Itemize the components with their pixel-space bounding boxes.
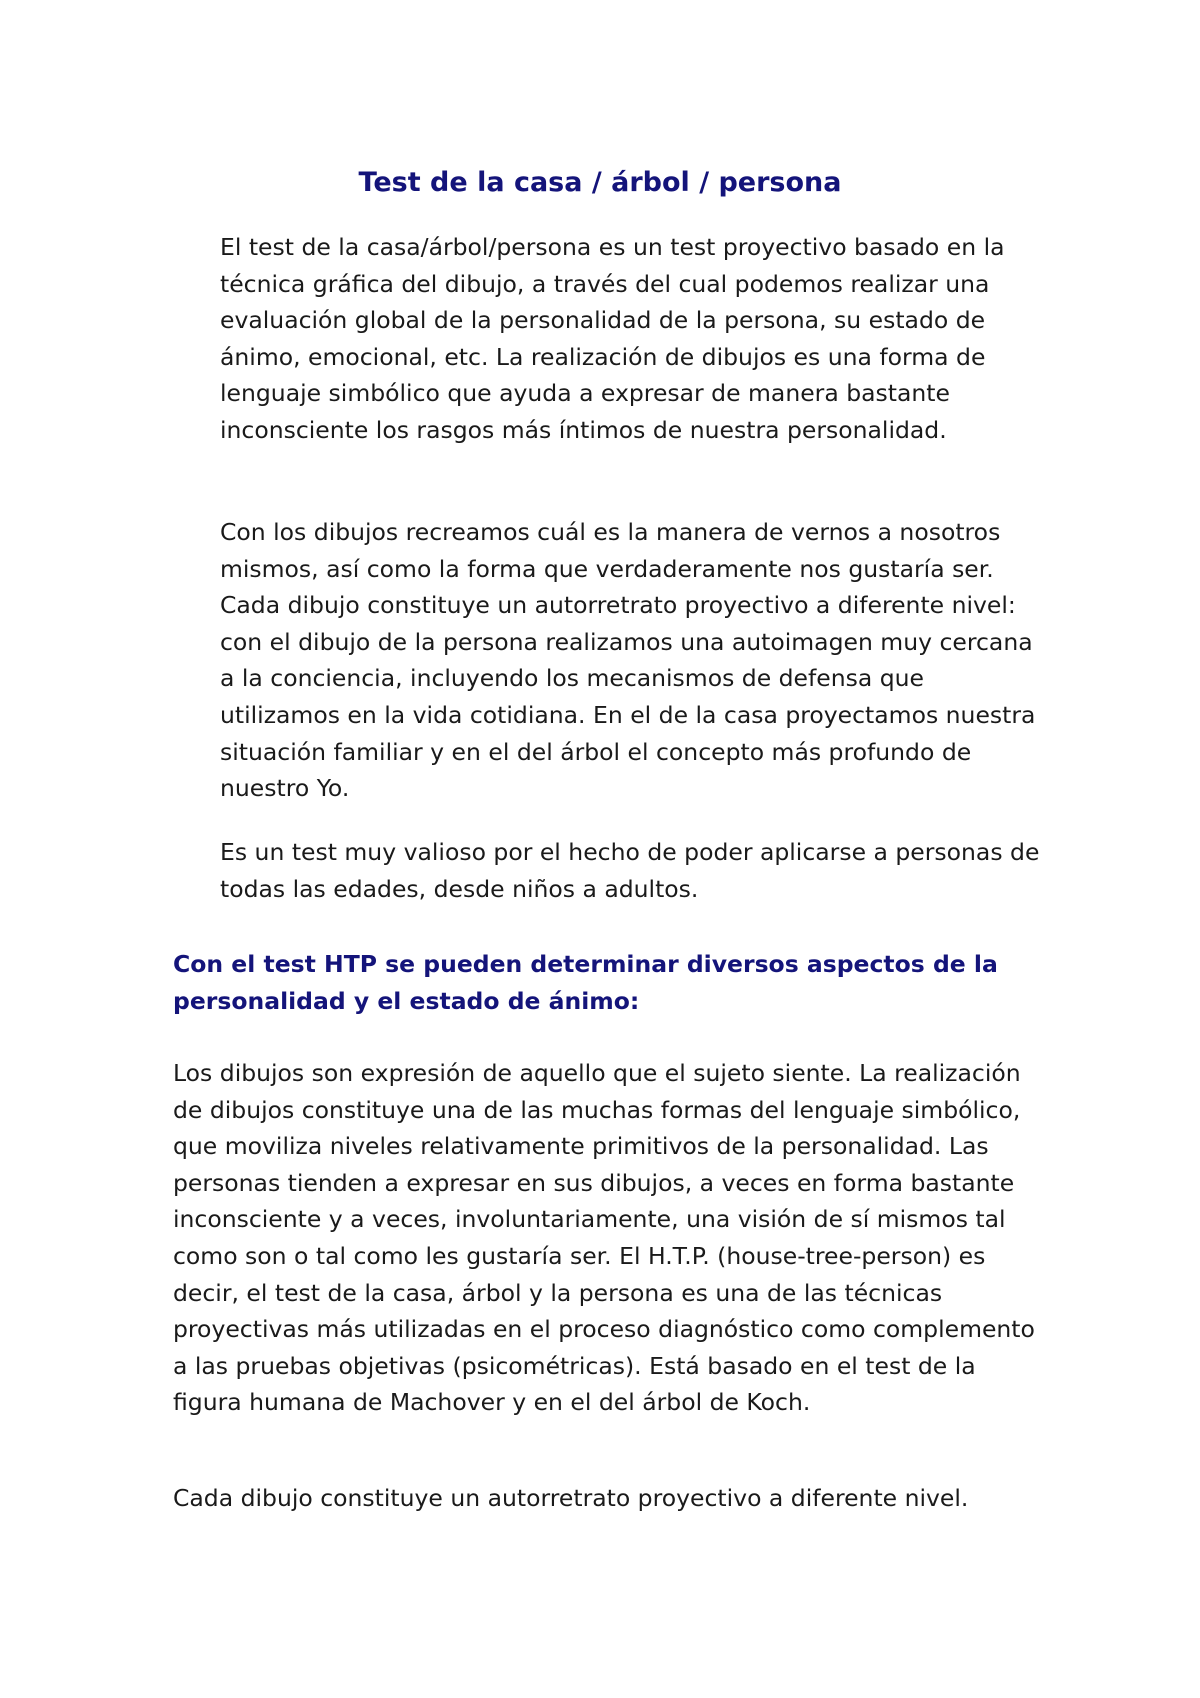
ages-paragraph: Es un test muy valioso por el hecho de poder aplicarse a personas de todas las edades, desde niños a adultos. xyxy=(220,838,1040,903)
intro-paragraph: El test de la casa/árbol/persona es un test proyectivo basado en la técnica gráfica del dibujo, a través del cual podemos realizar una evaluación global de la personalidad de la persona, su estado de ánimo, emocional, etc. La realización de dibujos es una forma de lenguaje simbólico que ayuda a expresar de manera bastante inconsciente los rasgos más íntimos de nuestra personalidad. xyxy=(220,233,1005,444)
expression-paragraph: Los dibujos son expresión de aquello que el sujeto siente. La realización de dibujos constituye una de las muchas formas del lenguaje simbólico, que moviliza niveles relativamente primitivos de la personalidad. Las personas tienden a expresar en sus dibujos, a veces en forma bastante inconsciente y a veces, involuntariamente, una visión de sí mismos tal como son o tal como les gustaría ser. El H.T.P. (house-tree-person) es decir, el test de la casa, árbol y la persona es una de las técnicas proyectivas más utilizadas en el proceso diagnóstico como complemento a las pruebas objetivas (psicométricas). Está basado en el test de la figura humana de Machover y en el del árbol de Koch. xyxy=(173,1059,1035,1417)
self-image-paragraph: Con los dibujos recreamos cuál es la manera de vernos a nosotros mismos, así como la forma que verdaderamente nos gustaría ser. Cada dibujo constituye un autorretrato proyectivo a diferente nivel: con el dibujo de la persona realizamos una autoimagen muy cercana a la conciencia, incluyendo los mecanismos de defensa que utilizamos en la vida cotidiana. En el de la casa proyectamos nuestra situación familiar y en el del árbol el concepto más profundo de nuestro Yo. xyxy=(220,518,1036,803)
closing-paragraph: Cada dibujo constituye un autorretrato proyectivo a diferente nivel. xyxy=(173,1484,969,1512)
page-title: Test de la casa / árbol / persona xyxy=(358,167,842,198)
section-heading: Con el test HTP se pueden determinar diversos aspectos de la personalidad y el estado de ánimo: xyxy=(173,950,998,1015)
